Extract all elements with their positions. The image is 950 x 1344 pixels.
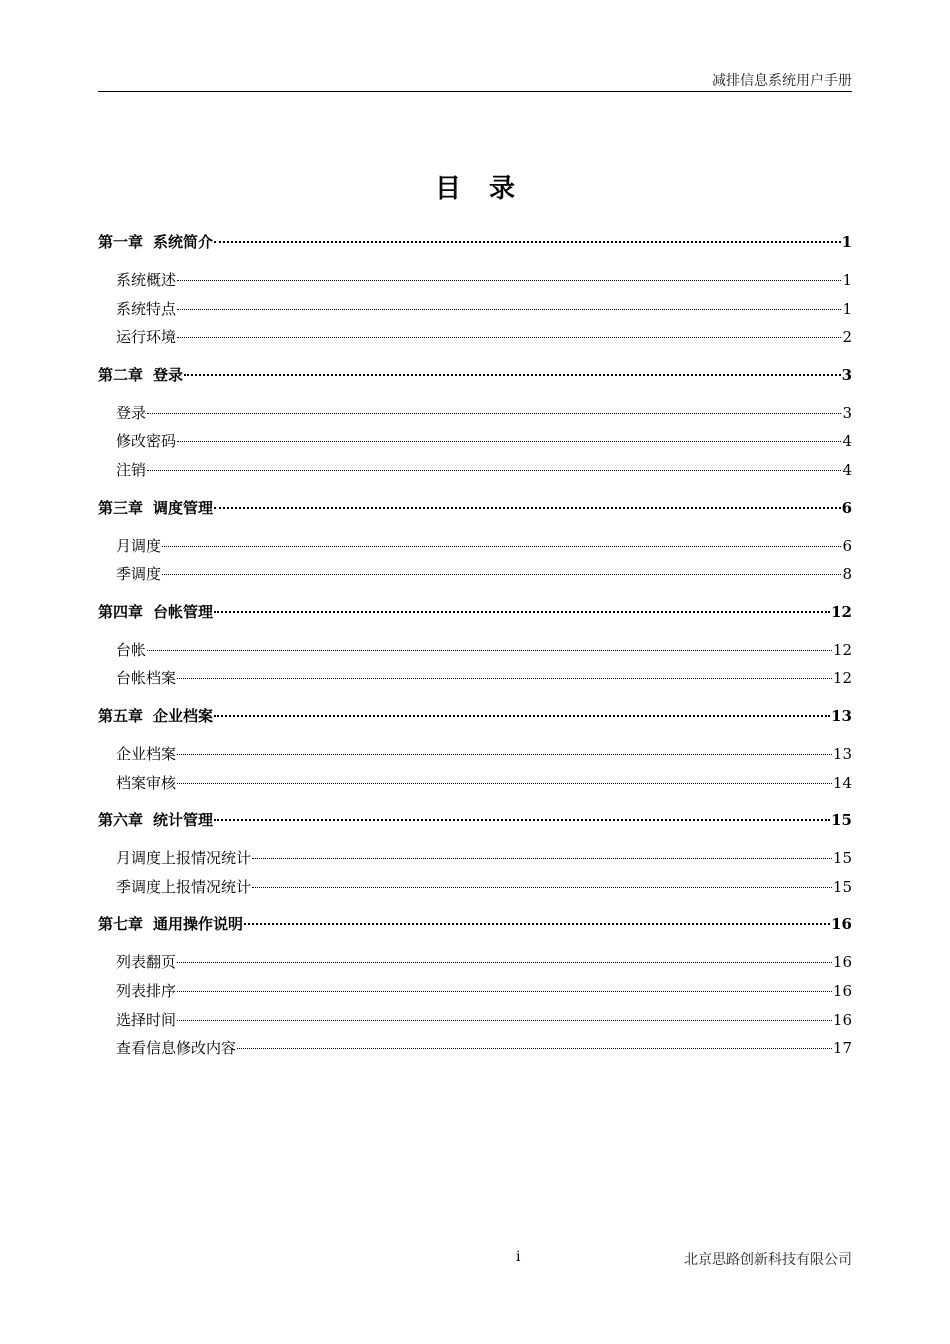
table-of-contents [98, 228, 852, 1072]
chapter-page-number: 16 [831, 915, 852, 934]
section-title: 台帐档案 [116, 669, 177, 688]
toc-section-entry[interactable] [98, 948, 852, 977]
chapter-page-number: 1 [841, 233, 852, 251]
toc-section-entry[interactable] [98, 427, 852, 456]
chapter-title: 登录 [153, 365, 184, 384]
section-title: 注销 [116, 460, 147, 479]
dot-leader [177, 280, 841, 281]
footer-page-number: i [516, 1249, 521, 1265]
section-title: 系统概述 [116, 271, 177, 289]
dot-leader [177, 441, 841, 442]
chapter-label [98, 228, 213, 256]
footer-company: 北京思路创新科技有限公司 [684, 1252, 852, 1268]
toc-chapter-entry[interactable] [98, 598, 852, 636]
section-page-number: 1 [842, 299, 852, 318]
dot-leader [177, 962, 832, 963]
chapter-label [98, 598, 213, 626]
chapter-title: 台帐管理 [153, 602, 214, 621]
dot-leader [214, 241, 841, 243]
chapter-page-number: 6 [841, 498, 852, 517]
dot-leader [177, 754, 832, 755]
toc-chapter-entry[interactable] [98, 361, 852, 399]
section-title: 月调度上报情况统计 [116, 849, 252, 868]
toc-spacer [98, 693, 852, 702]
toc-section-entry[interactable] [98, 873, 852, 902]
chapter-title: 企业档案 [153, 706, 214, 725]
toc-section-entry[interactable] [98, 1006, 852, 1035]
section-title: 选择时间 [116, 1010, 177, 1029]
chapter-label [98, 361, 183, 389]
dot-leader [237, 1048, 832, 1049]
section-title: 企业档案 [116, 744, 177, 763]
toc-chapter-entry[interactable] [98, 702, 852, 740]
toc-spacer [98, 352, 852, 361]
chapter-label [98, 806, 213, 834]
dot-leader [184, 374, 841, 376]
toc-section-entry[interactable] [98, 636, 852, 665]
toc-section-entry[interactable] [98, 456, 852, 485]
section-title: 月调度 [116, 536, 162, 555]
dot-leader [147, 413, 841, 414]
dot-leader [214, 611, 830, 613]
section-page-number: 2 [842, 328, 852, 347]
chapter-label [98, 494, 213, 522]
section-page-number: 15 [832, 849, 852, 868]
toc-section-entry[interactable] [98, 664, 852, 693]
dot-leader [177, 337, 841, 338]
chapter-number: 第五章 [98, 706, 144, 725]
header-divider [98, 91, 852, 92]
toc-section-entry[interactable] [98, 560, 852, 589]
dot-leader [177, 678, 832, 679]
section-title: 系统特点 [116, 299, 177, 318]
chapter-title: 系统简介 [153, 233, 214, 251]
chapter-page-number: 3 [841, 365, 852, 384]
section-title: 台帐 [116, 640, 147, 659]
toc-chapter-entry[interactable] [98, 228, 852, 266]
toc-chapter-entry[interactable] [98, 806, 852, 844]
chapter-label [98, 910, 243, 938]
dot-leader [252, 887, 832, 888]
section-title: 登录 [116, 403, 147, 422]
toc-spacer [98, 901, 852, 910]
section-page-number: 4 [842, 432, 852, 451]
chapter-page-number: 15 [831, 811, 852, 830]
chapter-title: 通用操作说明 [153, 915, 244, 934]
toc-section-entry[interactable] [98, 323, 852, 352]
dot-leader [214, 819, 830, 821]
chapter-title: 调度管理 [153, 498, 214, 517]
section-title: 运行环境 [116, 328, 177, 347]
section-page-number: 16 [832, 1010, 852, 1029]
section-title: 列表排序 [116, 981, 177, 1000]
dot-leader [177, 1020, 832, 1021]
toc-section-entry[interactable] [98, 844, 852, 873]
section-title: 列表翻页 [116, 953, 177, 972]
dot-leader [177, 309, 841, 310]
section-title: 档案审核 [116, 773, 177, 792]
chapter-number: 第四章 [98, 602, 144, 621]
dot-leader [162, 546, 841, 547]
chapter-number: 第二章 [98, 365, 144, 384]
toc-section-entry[interactable] [98, 977, 852, 1006]
section-page-number: 3 [842, 403, 852, 422]
chapter-title: 统计管理 [153, 811, 214, 830]
toc-section-entry[interactable] [98, 266, 852, 295]
toc-section-entry[interactable] [98, 769, 852, 798]
section-page-number: 16 [832, 953, 852, 972]
section-page-number: 13 [832, 744, 852, 763]
section-title: 查看信息修改内容 [116, 1039, 237, 1058]
toc-section-entry[interactable] [98, 532, 852, 561]
section-page-number: 4 [842, 460, 852, 479]
section-page-number: 15 [832, 877, 852, 896]
toc-section-entry[interactable] [98, 399, 852, 428]
toc-section-entry[interactable] [98, 1034, 852, 1063]
toc-spacer [98, 485, 852, 494]
dot-leader [177, 991, 832, 992]
section-page-number: 8 [842, 565, 852, 584]
dot-leader [162, 574, 841, 575]
section-page-number: 16 [832, 981, 852, 1000]
dot-leader [177, 783, 832, 784]
header-title: 减排信息系统用户手册 [712, 73, 852, 89]
chapter-page-number: 13 [831, 706, 852, 725]
chapter-number: 第三章 [98, 498, 144, 517]
dot-leader [214, 507, 841, 509]
section-page-number: 14 [832, 773, 852, 792]
section-page-number: 12 [832, 640, 852, 659]
toc-section-entry[interactable] [98, 295, 852, 324]
section-page-number: 6 [842, 536, 852, 555]
dot-leader [252, 858, 832, 859]
toc-spacer [98, 1063, 852, 1072]
section-title: 修改密码 [116, 432, 177, 451]
section-title: 季调度上报情况统计 [116, 877, 252, 896]
section-page-number: 12 [832, 669, 852, 688]
toc-chapter-entry[interactable] [98, 910, 852, 948]
section-title: 季调度 [116, 565, 162, 584]
chapter-number: 第六章 [98, 811, 144, 830]
toc-spacer [98, 797, 852, 806]
dot-leader [244, 923, 830, 925]
chapter-number: 第一章 [98, 233, 144, 251]
dot-leader [147, 650, 832, 651]
section-page-number: 17 [832, 1039, 852, 1058]
chapter-number: 第七章 [98, 915, 144, 934]
toc-spacer [98, 589, 852, 598]
section-page-number: 1 [842, 271, 852, 289]
dot-leader [147, 470, 841, 471]
toc-chapter-entry[interactable] [98, 494, 852, 532]
chapter-page-number: 12 [831, 602, 852, 621]
toc-section-entry[interactable] [98, 740, 852, 769]
dot-leader [214, 715, 830, 717]
toc-title: 目录 [434, 174, 543, 204]
chapter-label [98, 702, 213, 730]
